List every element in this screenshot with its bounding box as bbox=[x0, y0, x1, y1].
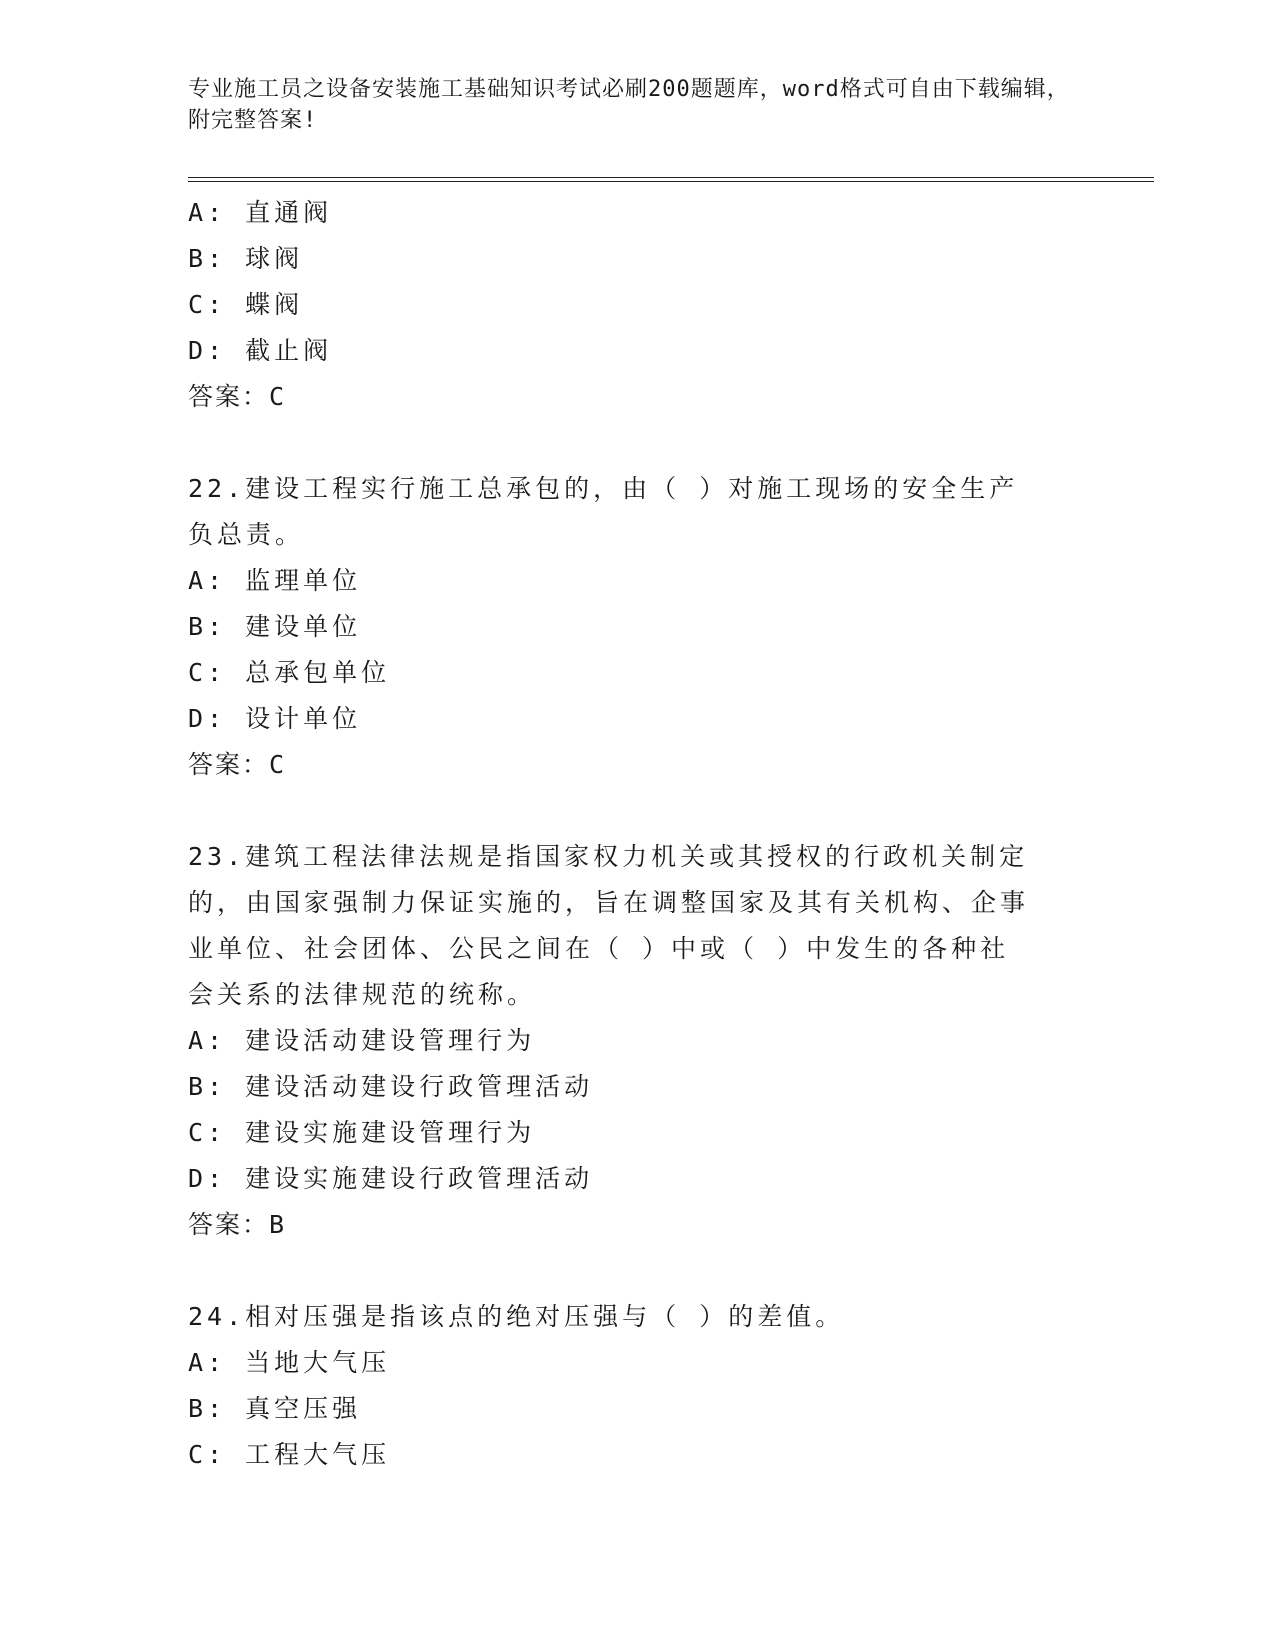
option-b: B: 真空压强 bbox=[188, 1394, 362, 1423]
option-b: B: 建设活动建设行政管理活动 bbox=[188, 1072, 594, 1101]
option-b: B: 球阀 bbox=[188, 244, 304, 273]
answer-line: 答案：C bbox=[188, 382, 287, 411]
question-21-continued bbox=[188, 190, 1088, 420]
option-c: C: 建设实施建设管理行为 bbox=[188, 1118, 536, 1147]
question-content bbox=[188, 190, 1088, 1478]
option-a: A: 建设活动建设管理行为 bbox=[188, 1026, 536, 1055]
question-stem: 24.相对压强是指该点的绝对压强与（ ）的差值。 bbox=[188, 1302, 845, 1331]
option-a: A: 直通阀 bbox=[188, 198, 333, 227]
option-c: C: 总承包单位 bbox=[188, 658, 391, 687]
option-d: D: 建设实施建设行政管理活动 bbox=[188, 1164, 594, 1193]
question-22 bbox=[188, 466, 1088, 788]
option-b: B: 建设单位 bbox=[188, 612, 362, 641]
option-d: D: 设计单位 bbox=[188, 704, 362, 733]
document-header bbox=[188, 74, 1088, 136]
header-divider-top bbox=[188, 177, 1154, 178]
option-a: A: 监理单位 bbox=[188, 566, 362, 595]
option-c: C: 工程大气压 bbox=[188, 1440, 391, 1469]
question-24 bbox=[188, 1294, 1088, 1478]
question-stem: 23.建筑工程法律法规是指国家权力机关或其授权的行政机关制定的，由国家强制力保证实施的，旨在调整国家及其有关机构、企事业单位、社会团体、公民之间在（ ）中或（ ）中发生的各种社会关系的法律规范的统称。 bbox=[188, 842, 1030, 1009]
answer-line: 答案：C bbox=[188, 750, 287, 779]
question-23 bbox=[188, 834, 1088, 1248]
question-stem: 22.建设工程实行施工总承包的，由（ ）对施工现场的安全生产负总责。 bbox=[188, 474, 1019, 549]
option-c: C: 蝶阀 bbox=[188, 290, 304, 319]
document-title: 专业施工员之设备安装施工基础知识考试必刷200题题库，word格式可自由下载编辑，附完整答案! bbox=[188, 77, 1070, 133]
answer-line: 答案：B bbox=[188, 1210, 287, 1239]
header-divider-bottom bbox=[188, 181, 1154, 182]
option-d: D: 截止阀 bbox=[188, 336, 333, 365]
option-a: A: 当地大气压 bbox=[188, 1348, 391, 1377]
